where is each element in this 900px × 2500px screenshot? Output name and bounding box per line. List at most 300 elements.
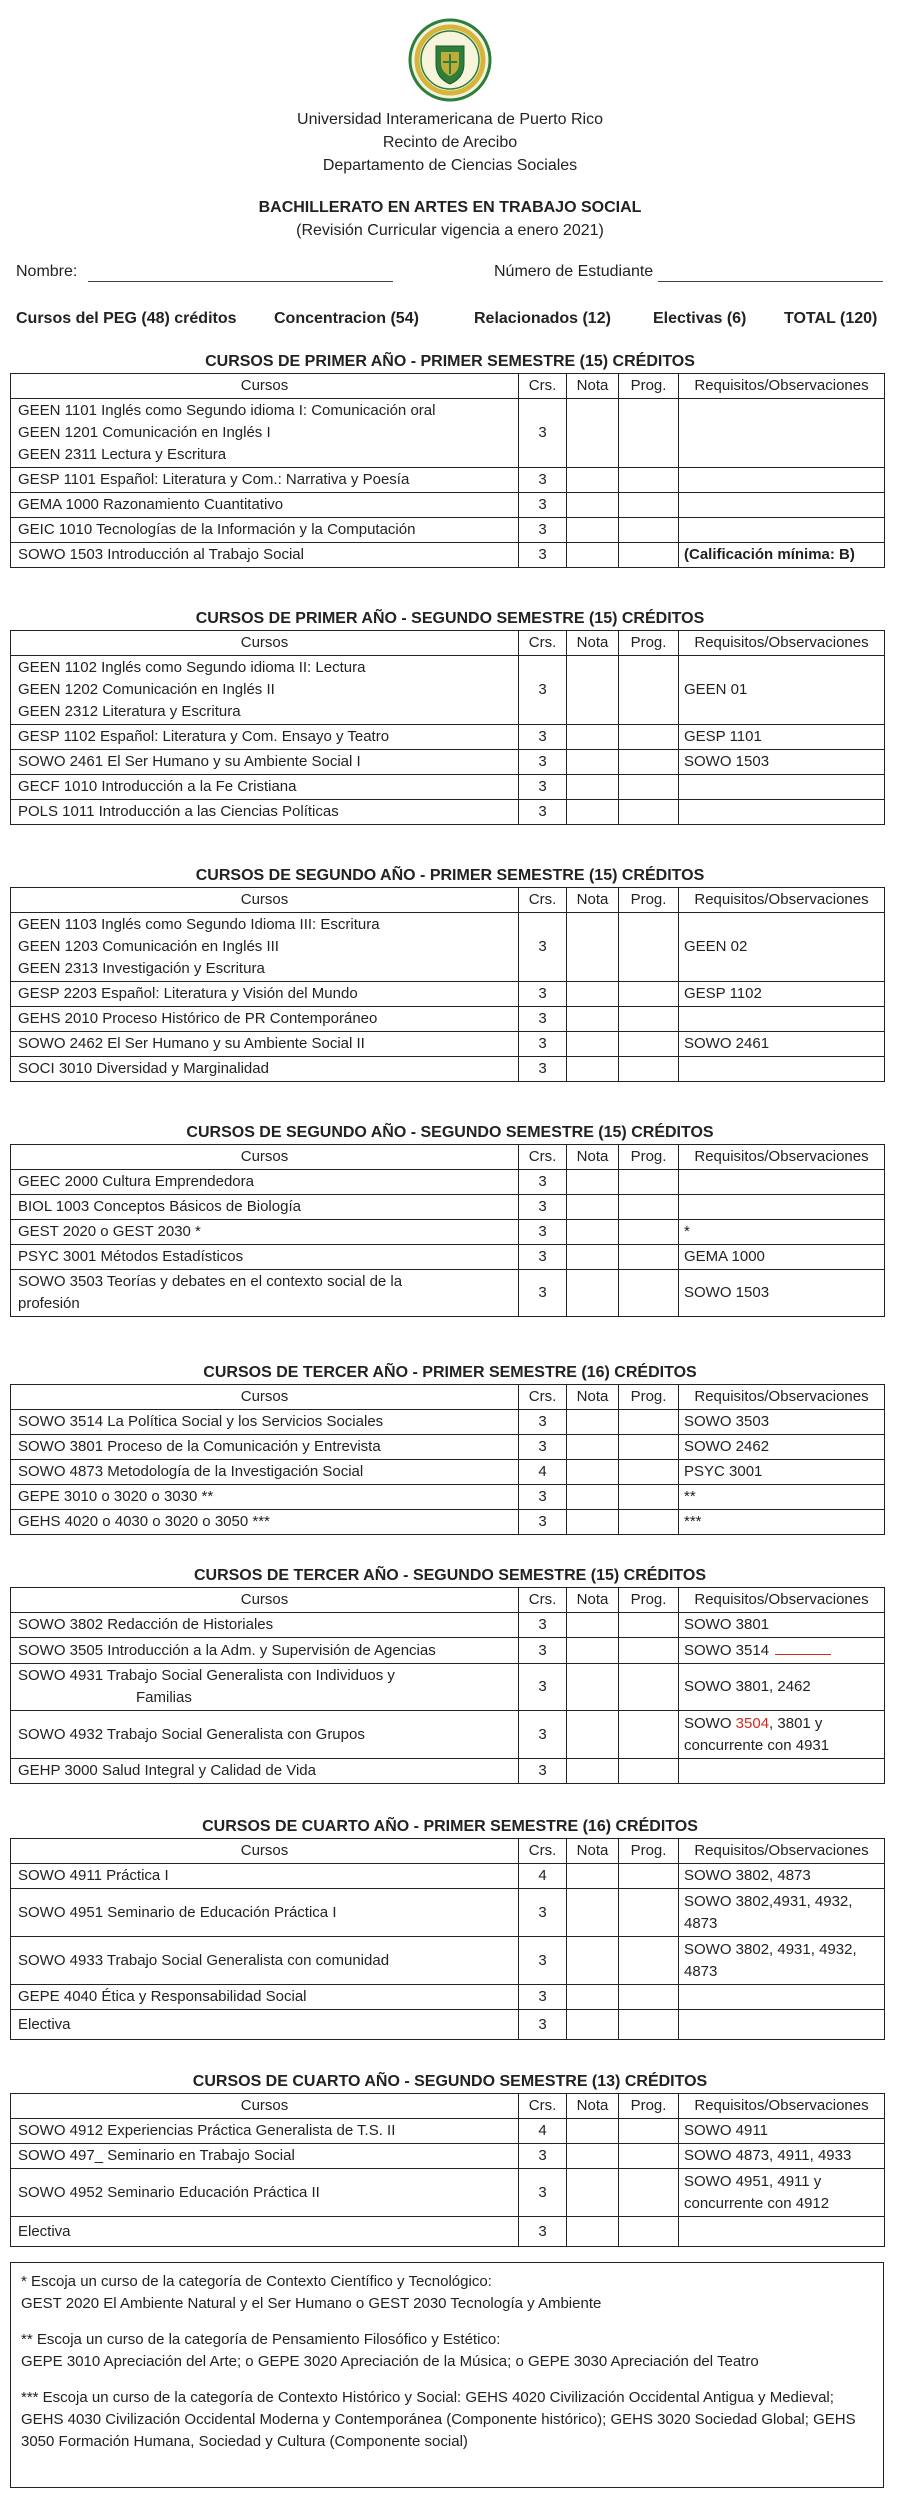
- col-req: Requisitos/Observaciones: [679, 1385, 885, 1410]
- col-prog: Prog.: [619, 2094, 679, 2119]
- course-table: [10, 373, 885, 568]
- course-name: BIOL 1003 Conceptos Básicos de Biología: [11, 1195, 519, 1220]
- course-cell: [11, 1664, 519, 1711]
- grade-cell[interactable]: [567, 2144, 619, 2169]
- grade-cell[interactable]: [567, 1057, 619, 1082]
- credits-cell: 3: [519, 1638, 567, 1664]
- table-header-row: [11, 1385, 885, 1410]
- course-name: GEEC 2000 Cultura Emprendedora: [11, 1170, 519, 1195]
- prog-cell[interactable]: [619, 2169, 679, 2217]
- grade-cell[interactable]: [567, 1435, 619, 1460]
- grade-cell[interactable]: [567, 982, 619, 1007]
- credits-cell: 3: [519, 1613, 567, 1638]
- credits-cell: 4: [519, 1460, 567, 1485]
- credits-cell: 3: [519, 2144, 567, 2169]
- col-prog: Prog.: [619, 631, 679, 656]
- col-req: Requisitos/Observaciones: [679, 1839, 885, 1864]
- course-table: [10, 1587, 885, 1784]
- course-name: GEEN 1201 Comunicación en Inglés I: [18, 424, 271, 441]
- req-cell: GEEN 01: [679, 656, 885, 725]
- table-row: [11, 1664, 885, 1711]
- col-req: Requisitos/Observaciones: [679, 888, 885, 913]
- course-cell: [11, 656, 519, 725]
- course-name: GEHP 3000 Salud Integral y Calidad de Vida: [11, 1759, 519, 1784]
- credits-electives: Electivas (6): [653, 310, 747, 327]
- req-cell: SOWO 3802, 4931, 4932, 4873: [679, 1937, 885, 1985]
- grade-cell[interactable]: [567, 1613, 619, 1638]
- col-credits: Crs.: [519, 631, 567, 656]
- course-name: GEPE 3010 o 3020 o 3030 **: [11, 1485, 519, 1510]
- section-title: CURSOS DE TERCER AÑO - PRIMER SEMESTRE (16) CRÉDITOS: [203, 1364, 697, 1381]
- course-table: [10, 1384, 885, 1535]
- course-name: SOWO 4951 Seminario de Educación Práctica I: [11, 1889, 519, 1937]
- grade-cell[interactable]: [567, 1638, 619, 1664]
- col-course: Cursos: [11, 1588, 519, 1613]
- grade-cell[interactable]: [567, 468, 619, 493]
- col-credits: Crs.: [519, 1385, 567, 1410]
- prog-cell[interactable]: [619, 2010, 679, 2040]
- course-name: GEHS 4020 o 4030 o 3020 o 3050 ***: [11, 1510, 519, 1535]
- prog-cell[interactable]: [619, 1170, 679, 1195]
- grade-cell[interactable]: [567, 543, 619, 568]
- grade-cell[interactable]: [567, 1410, 619, 1435]
- req-cell: **: [679, 1485, 885, 1510]
- course-name: Familias: [136, 1689, 192, 1706]
- course-name: GESP 1102 Español: Literatura y Com. Ensayo y Teatro: [11, 725, 519, 750]
- section-title: CURSOS DE PRIMER AÑO - PRIMER SEMESTRE (15) CRÉDITOS: [205, 353, 695, 370]
- col-course: Cursos: [11, 1385, 519, 1410]
- req-cell: [679, 1759, 885, 1784]
- table-row: [11, 493, 885, 518]
- prog-cell[interactable]: [619, 1510, 679, 1535]
- prog-cell[interactable]: [619, 468, 679, 493]
- credits-cell: 3: [519, 1889, 567, 1937]
- grade-cell[interactable]: [567, 1195, 619, 1220]
- req-cell: [679, 493, 885, 518]
- course-name: GEPE 4040 Ética y Responsabilidad Social: [11, 1985, 519, 2010]
- credits-cell: 4: [519, 2119, 567, 2144]
- grade-cell[interactable]: [567, 1485, 619, 1510]
- university-name: Universidad Interamericana de Puerto Rico: [297, 111, 603, 128]
- course-name: GEEN 1203 Comunicación en Inglés III: [18, 938, 279, 955]
- credits-cell: 3: [519, 2169, 567, 2217]
- req-cell: SOWO 1503: [679, 1270, 885, 1317]
- req-cell: [679, 800, 885, 825]
- credits-concentration: Concentracion (54): [274, 310, 419, 327]
- table-row: [11, 1032, 885, 1057]
- footnote-2: [21, 2329, 873, 2373]
- credits-cell: 4: [519, 1864, 567, 1889]
- grade-cell[interactable]: [567, 1889, 619, 1937]
- prog-cell[interactable]: [619, 800, 679, 825]
- credits-peg: Cursos del PEG (48) créditos: [16, 310, 237, 327]
- grade-cell[interactable]: [567, 1759, 619, 1784]
- course-name: SOWO 2461 El Ser Humano y su Ambiente Social I: [11, 750, 519, 775]
- table-row: [11, 1220, 885, 1245]
- req-cell: [679, 2217, 885, 2247]
- institution-header: [0, 108, 900, 177]
- grade-cell[interactable]: [567, 913, 619, 982]
- grade-cell[interactable]: [567, 656, 619, 725]
- course-name: GEST 2020 o GEST 2030 *: [11, 1220, 519, 1245]
- table-row: [11, 1937, 885, 1985]
- grade-cell[interactable]: [567, 725, 619, 750]
- table-row: [11, 2119, 885, 2144]
- course-name: PSYC 3001 Métodos Estadísticos: [11, 1245, 519, 1270]
- program-header: [0, 196, 900, 242]
- revision-note: (Revisión Curricular vigencia a enero 2021): [296, 222, 604, 239]
- grade-cell[interactable]: [567, 750, 619, 775]
- req-cell: [679, 1985, 885, 2010]
- credits-cell: 3: [519, 1245, 567, 1270]
- credits-cell: 3: [519, 1410, 567, 1435]
- col-grade: Nota: [567, 631, 619, 656]
- table-row: [11, 1985, 885, 2010]
- prog-cell[interactable]: [619, 1220, 679, 1245]
- col-credits: Crs.: [519, 2094, 567, 2119]
- course-name: SOWO 1503 Introducción al Trabajo Social: [11, 543, 519, 568]
- grade-cell[interactable]: [567, 518, 619, 543]
- req-cell: GESP 1102: [679, 982, 885, 1007]
- course-name: profesión: [18, 1295, 80, 1312]
- req-cell: [679, 1195, 885, 1220]
- grade-cell[interactable]: [567, 1664, 619, 1711]
- grade-cell[interactable]: [567, 399, 619, 468]
- prog-cell[interactable]: [619, 1613, 679, 1638]
- req-cell: GESP 1101: [679, 725, 885, 750]
- course-name: SOWO 3514 La Política Social y los Servicios Sociales: [11, 1410, 519, 1435]
- course-name: SOWO 2462 El Ser Humano y su Ambiente Social II: [11, 1032, 519, 1057]
- credits-cell: 3: [519, 1032, 567, 1057]
- credits-related: Relacionados (12): [474, 310, 611, 327]
- credits-cell: 3: [519, 750, 567, 775]
- red-blank-line: [775, 1639, 831, 1655]
- department-name: Departamento de Ciencias Sociales: [322, 157, 578, 174]
- table-row: [11, 1889, 885, 1937]
- req-cell: SOWO 3801, 2462: [679, 1664, 885, 1711]
- col-grade: Nota: [567, 2094, 619, 2119]
- credits-cell: 3: [519, 1664, 567, 1711]
- credits-cell: 3: [519, 1007, 567, 1032]
- col-course: Cursos: [11, 2094, 519, 2119]
- grade-cell[interactable]: [567, 1270, 619, 1317]
- course-name: SOWO 3505 Introducción a la Adm. y Supervisión de Agencias: [11, 1638, 519, 1664]
- prog-cell[interactable]: [619, 1638, 679, 1664]
- req-cell: [679, 1170, 885, 1195]
- course-name: GEMA 1000 Razonamiento Cuantitativo: [11, 493, 519, 518]
- prog-cell[interactable]: [619, 913, 679, 982]
- req-cell: SOWO 4873, 4911, 4933: [679, 2144, 885, 2169]
- req-cell: SOWO 3504, 3801 y concurrente con 4931: [679, 1711, 885, 1759]
- grade-cell[interactable]: [567, 1170, 619, 1195]
- credits-cell: 3: [519, 1759, 567, 1784]
- course-name: Electiva: [11, 2217, 519, 2247]
- req-cell: [679, 1007, 885, 1032]
- col-req: Requisitos/Observaciones: [679, 1145, 885, 1170]
- col-credits: Crs.: [519, 374, 567, 399]
- col-course: Cursos: [11, 631, 519, 656]
- table-row: [11, 1195, 885, 1220]
- prog-cell[interactable]: [619, 1711, 679, 1759]
- credits-cell: 3: [519, 1270, 567, 1317]
- section-title: CURSOS DE PRIMER AÑO - SEGUNDO SEMESTRE (15) CRÉDITOS: [195, 610, 705, 627]
- col-req: Requisitos/Observaciones: [679, 1588, 885, 1613]
- course-cell: [11, 1270, 519, 1317]
- credits-cell: 3: [519, 1435, 567, 1460]
- footnote-2-body: GEPE 3010 Apreciación del Arte; o GEPE 3020 Apreciación de la Música; o GEPE 3030 Apreciación del Teatro: [21, 2353, 759, 2370]
- table-row: [11, 913, 885, 982]
- col-grade: Nota: [567, 888, 619, 913]
- course-name: GECF 1010 Introducción a la Fe Cristiana: [11, 775, 519, 800]
- table-header-row: [11, 1839, 885, 1864]
- grade-cell[interactable]: [567, 1220, 619, 1245]
- credits-cell: 3: [519, 800, 567, 825]
- prog-cell[interactable]: [619, 1270, 679, 1317]
- credits-summary: [16, 310, 886, 334]
- col-prog: Prog.: [619, 1839, 679, 1864]
- table-row: [11, 1007, 885, 1032]
- prog-cell[interactable]: [619, 656, 679, 725]
- grade-cell[interactable]: [567, 1007, 619, 1032]
- course-name: SOWO 497_ Seminario en Trabajo Social: [11, 2144, 519, 2169]
- course-name: GEEN 2311 Lectura y Escritura: [18, 446, 227, 463]
- prog-cell[interactable]: [619, 493, 679, 518]
- footnotes-box: [10, 2262, 884, 2488]
- table-row: [11, 1485, 885, 1510]
- prog-cell[interactable]: [619, 1985, 679, 2010]
- course-name: SOWO 4912 Experiencias Práctica Generalista de T.S. II: [11, 2119, 519, 2144]
- program-title: BACHILLERATO EN ARTES EN TRABAJO SOCIAL: [258, 199, 642, 216]
- credits-cell: 3: [519, 1711, 567, 1759]
- course-name: Electiva: [11, 2010, 519, 2040]
- prog-cell[interactable]: [619, 1032, 679, 1057]
- table-row: [11, 1460, 885, 1485]
- req-cell: [679, 775, 885, 800]
- prog-cell[interactable]: [619, 1195, 679, 1220]
- col-course: Cursos: [11, 1145, 519, 1170]
- course-name: SOWO 4952 Seminario Educación Práctica II: [11, 2169, 519, 2217]
- req-cell: [679, 468, 885, 493]
- credits-cell: 3: [519, 518, 567, 543]
- prog-cell[interactable]: [619, 1410, 679, 1435]
- table-row: [11, 2010, 885, 2040]
- prog-cell[interactable]: [619, 399, 679, 468]
- grade-cell[interactable]: [567, 1245, 619, 1270]
- table-header-row: [11, 888, 885, 913]
- grade-cell[interactable]: [567, 2217, 619, 2247]
- prog-cell[interactable]: [619, 1937, 679, 1985]
- credits-cell: 3: [519, 982, 567, 1007]
- section-title: CURSOS DE SEGUNDO AÑO - SEGUNDO SEMESTRE (15) CRÉDITOS: [186, 1124, 714, 1141]
- credits-cell: 3: [519, 1510, 567, 1535]
- prog-cell[interactable]: [619, 2217, 679, 2247]
- grade-cell[interactable]: [567, 1937, 619, 1985]
- col-grade: Nota: [567, 374, 619, 399]
- table-row: [11, 1245, 885, 1270]
- col-course: Cursos: [11, 1839, 519, 1864]
- req-cell: SOWO 3801: [679, 1613, 885, 1638]
- req-cell: *: [679, 1220, 885, 1245]
- section-title: CURSOS DE SEGUNDO AÑO - PRIMER SEMESTRE (15) CRÉDITOS: [195, 867, 705, 884]
- table-header-row: [11, 1588, 885, 1613]
- credits-cell: 3: [519, 725, 567, 750]
- req-cell: [679, 399, 885, 468]
- credits-cell: 3: [519, 1170, 567, 1195]
- prog-cell[interactable]: [619, 1485, 679, 1510]
- col-credits: Crs.: [519, 1839, 567, 1864]
- grade-cell[interactable]: [567, 1711, 619, 1759]
- course-cell: [11, 913, 519, 982]
- req-cell: [679, 1057, 885, 1082]
- prog-cell[interactable]: [619, 2144, 679, 2169]
- prog-cell[interactable]: [619, 1864, 679, 1889]
- req-cell: SOWO 4911: [679, 2119, 885, 2144]
- credits-total: TOTAL (120): [784, 310, 878, 327]
- credits-cell: 3: [519, 543, 567, 568]
- prog-cell[interactable]: [619, 750, 679, 775]
- prog-cell[interactable]: [619, 543, 679, 568]
- course-name: GEHS 2010 Proceso Histórico de PR Contemporáneo: [11, 1007, 519, 1032]
- credits-cell: 3: [519, 493, 567, 518]
- table-row: [11, 1510, 885, 1535]
- footnote-2-title: ** Escoja un curso de la categoría de Pensamiento Filosófico y Estético:: [21, 2331, 501, 2348]
- prog-cell[interactable]: [619, 1245, 679, 1270]
- grade-cell[interactable]: [567, 1985, 619, 2010]
- req-cell: SOWO 3503: [679, 1410, 885, 1435]
- req-cell: ***: [679, 1510, 885, 1535]
- req-cell: [679, 2010, 885, 2040]
- footnote-1-body: GEST 2020 El Ambiente Natural y el Ser Humano o GEST 2030 Tecnología y Ambiente: [21, 2295, 602, 2312]
- name-field[interactable]: [88, 281, 393, 282]
- footnote-3: *** Escoja un curso de la categoría de Contexto Histórico y Social: GEHS 4020 Civilización Occidental Antigua y Medieval; GEHS 4030 Civilización Occidental Moderna y Contemporánea (Componente histórico); GEHS 3020 Sociedad Global; GEHS 3050 Formación Humana, Sociedad y Cultura (Componente social): [21, 2389, 856, 2450]
- course-table: [10, 1144, 885, 1317]
- req-cell: (Calificación mínima: B): [679, 543, 885, 568]
- prog-cell[interactable]: [619, 2119, 679, 2144]
- table-row: [11, 800, 885, 825]
- col-grade: Nota: [567, 1588, 619, 1613]
- grade-cell[interactable]: [567, 775, 619, 800]
- grade-cell[interactable]: [567, 2010, 619, 2040]
- req-cell: SOWO 2462: [679, 1435, 885, 1460]
- course-name: SOWO 3801 Proceso de la Comunicación y Entrevista: [11, 1435, 519, 1460]
- course-name: GEEN 1101 Inglés como Segundo idioma I: Comunicación oral: [18, 402, 436, 419]
- col-prog: Prog.: [619, 1145, 679, 1170]
- grade-cell[interactable]: [567, 2119, 619, 2144]
- table-row: [11, 399, 885, 468]
- course-name: GESP 2203 Español: Literatura y Visión del Mundo: [11, 982, 519, 1007]
- course-name: GEEN 1202 Comunicación en Inglés II: [18, 681, 275, 698]
- req-cell: [679, 518, 885, 543]
- table-row: [11, 468, 885, 493]
- table-row: [11, 725, 885, 750]
- course-name: SOWO 3802 Redacción de Historiales: [11, 1613, 519, 1638]
- prog-cell[interactable]: [619, 1007, 679, 1032]
- credits-cell: 3: [519, 775, 567, 800]
- grade-cell[interactable]: [567, 2169, 619, 2217]
- course-name: GESP 1101 Español: Literatura y Com.: Narrativa y Poesía: [11, 468, 519, 493]
- course-name: GEEN 1103 Inglés como Segundo Idioma III: Escritura: [18, 916, 380, 933]
- course-name: SOWO 4933 Trabajo Social Generalista con comunidad: [11, 1937, 519, 1985]
- table-row: [11, 1711, 885, 1759]
- col-credits: Crs.: [519, 1588, 567, 1613]
- credits-cell: 3: [519, 468, 567, 493]
- table-row: [11, 750, 885, 775]
- table-header-row: [11, 1145, 885, 1170]
- footnote-1: [21, 2271, 873, 2315]
- section-title: CURSOS DE CUARTO AÑO - PRIMER SEMESTRE (16) CRÉDITOS: [202, 1818, 698, 1835]
- prog-cell[interactable]: [619, 775, 679, 800]
- table-row: [11, 2169, 885, 2217]
- prog-cell[interactable]: [619, 1460, 679, 1485]
- course-name: SOWO 4932 Trabajo Social Generalista con Grupos: [11, 1711, 519, 1759]
- col-credits: Crs.: [519, 1145, 567, 1170]
- grade-cell[interactable]: [567, 1510, 619, 1535]
- course-name: SOWO 3503 Teorías y debates en el contexto social de la: [18, 1273, 403, 1290]
- col-prog: Prog.: [619, 1588, 679, 1613]
- grade-cell[interactable]: [567, 493, 619, 518]
- course-name: GEEN 2312 Literatura y Escritura: [18, 703, 241, 720]
- credits-cell: 3: [519, 656, 567, 725]
- student-number-field[interactable]: [658, 281, 883, 282]
- req-cell: PSYC 3001: [679, 1460, 885, 1485]
- grade-cell[interactable]: [567, 800, 619, 825]
- col-prog: Prog.: [619, 888, 679, 913]
- course-name: SOWO 4873 Metodología de la Investigación Social: [11, 1460, 519, 1485]
- table-header-row: [11, 374, 885, 399]
- course-table: [10, 1838, 885, 2040]
- prog-cell[interactable]: [619, 1889, 679, 1937]
- footnote-1-title: * Escoja un curso de la categoría de Contexto Científico y Tecnológico:: [21, 2273, 492, 2290]
- req-text: SOWO 3514: [684, 1642, 770, 1659]
- prog-cell[interactable]: [619, 518, 679, 543]
- prog-cell[interactable]: [619, 1057, 679, 1082]
- prog-cell[interactable]: [619, 1435, 679, 1460]
- course-table: [10, 630, 885, 825]
- table-row: [11, 1638, 885, 1664]
- col-course: Cursos: [11, 374, 519, 399]
- table-row: [11, 2144, 885, 2169]
- credits-cell: 3: [519, 1485, 567, 1510]
- course-table: [10, 887, 885, 1082]
- prog-cell[interactable]: [619, 725, 679, 750]
- credits-cell: 3: [519, 1195, 567, 1220]
- table-row: [11, 656, 885, 725]
- col-prog: Prog.: [619, 374, 679, 399]
- table-row: [11, 543, 885, 568]
- prog-cell[interactable]: [619, 1664, 679, 1711]
- table-row: [11, 1759, 885, 1784]
- req-cell: GEEN 02: [679, 913, 885, 982]
- col-course: Cursos: [11, 888, 519, 913]
- table-row: [11, 775, 885, 800]
- req-cell: SOWO 3802,4931, 4932, 4873: [679, 1889, 885, 1937]
- prog-cell[interactable]: [619, 1759, 679, 1784]
- col-req: Requisitos/Observaciones: [679, 2094, 885, 2119]
- course-name: SOWO 4911 Práctica I: [11, 1864, 519, 1889]
- credits-cell: 3: [519, 1937, 567, 1985]
- grade-cell[interactable]: [567, 1864, 619, 1889]
- course-name: SOWO 4931 Trabajo Social Generalista con Individuos y: [18, 1667, 395, 1684]
- grade-cell[interactable]: [567, 1460, 619, 1485]
- student-number-label: Número de Estudiante: [494, 263, 654, 280]
- col-req: Requisitos/Observaciones: [679, 374, 885, 399]
- col-grade: Nota: [567, 1385, 619, 1410]
- student-info-line: [16, 263, 886, 287]
- prog-cell[interactable]: [619, 982, 679, 1007]
- table-row: [11, 1613, 885, 1638]
- grade-cell[interactable]: [567, 1032, 619, 1057]
- req-cell: SOWO 3802, 4873: [679, 1864, 885, 1889]
